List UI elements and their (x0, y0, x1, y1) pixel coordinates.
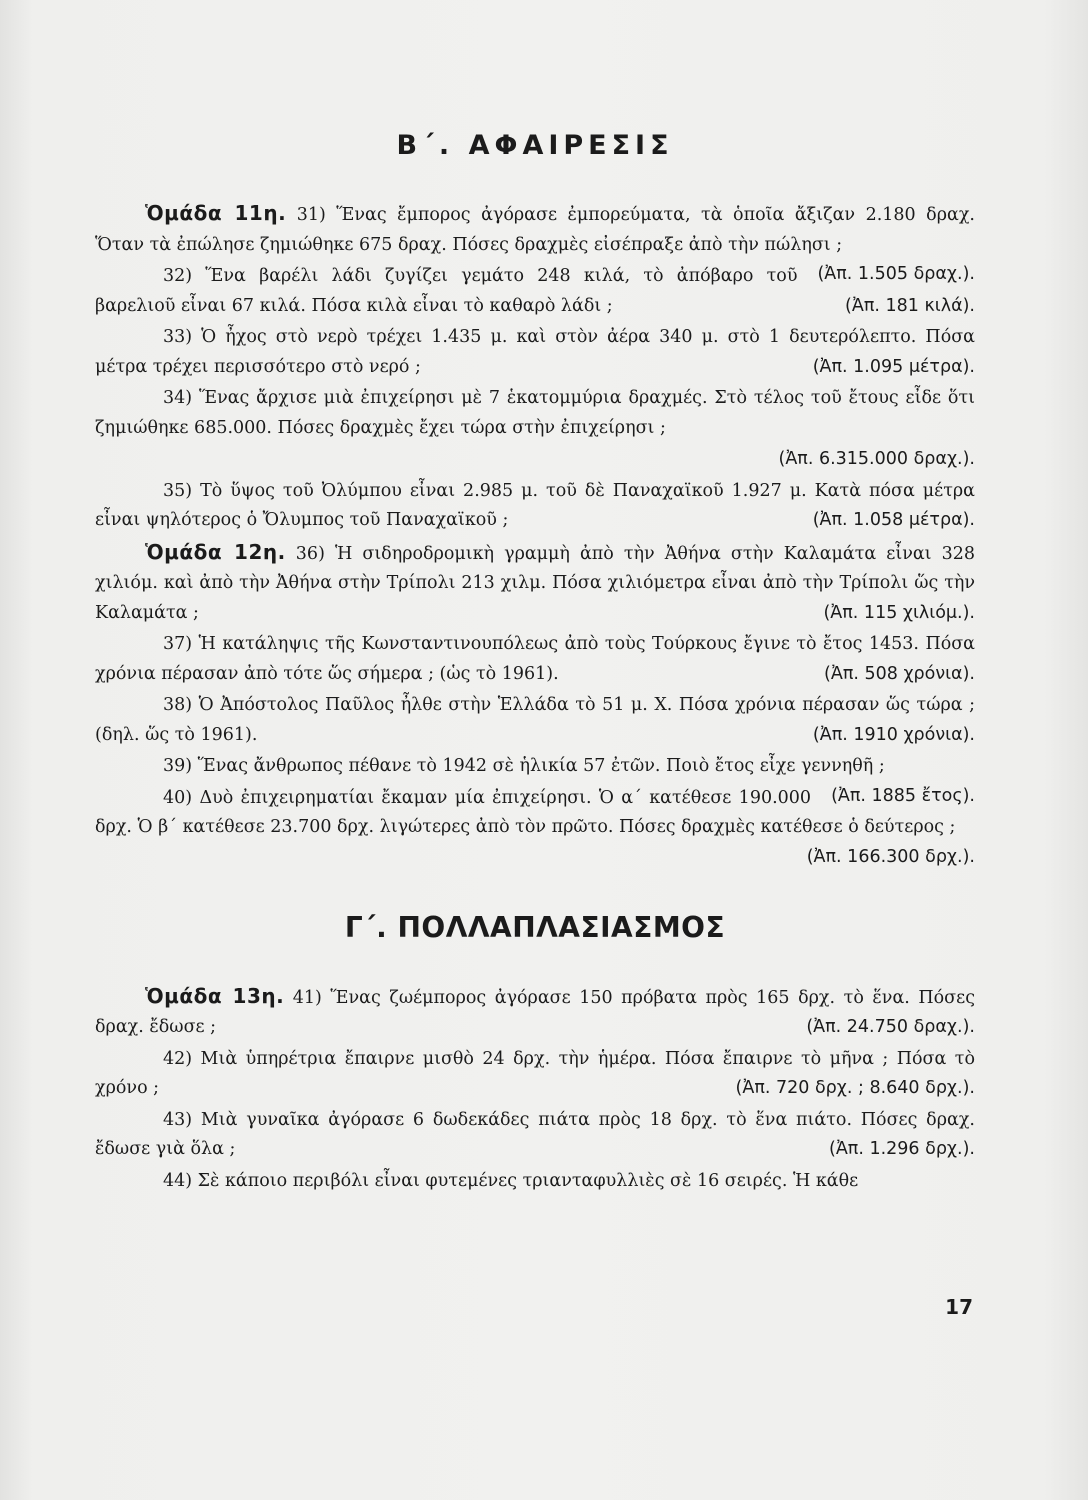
problem-answer: (Ἀπ. 6.315.000 δραχ.). (778, 449, 975, 469)
problem-text: 31) Ἕνας ἔμπορος ἀγόρασε ἐμπορεύματα, τὰ ὁποῖα ἄξιζαν 2.180 δραχ. Ὅταν τὰ ἐπώλησε ζημιώθηκε 675 δραχ. Πόσες δραχμὲς εἰσέπραξε ἀπὸ τὴν πώλησι ; (95, 205, 975, 255)
problem-42 (95, 1045, 975, 1104)
page-number: 17 (945, 1295, 973, 1319)
problem-44 (95, 1167, 975, 1197)
problem-answer: (Ἀπ. 1.058 μέτρα). (812, 510, 975, 530)
problem-text: 42) Μιὰ ὑπηρέτρια ἔπαιρνε μισθὸ 24 δρχ. τὴν ἡμέρα. Πόσα ἔπαιρνε τὸ μῆνα ; Πόσα τὸ χρόνο ; (95, 1048, 975, 1098)
problem-38 (95, 691, 975, 750)
problem-answer: (Ἀπ. 720 δρχ. ; 8.640 δρχ.). (735, 1078, 975, 1098)
problem-text: 35) Τὸ ὕψος τοῦ Ὀλύμπου εἶναι 2.985 μ. τοῦ δὲ Παναχαϊκοῦ 1.927 μ. Κατὰ πόσα μέτρα εἶναι ψηλότερος ὁ Ὄλυμπος τοῦ Παναχαϊκοῦ ; (95, 480, 975, 530)
problem-text: 40) Δυὸ ἐπιχειρηματίαι ἔκαμαν μία ἐπιχείρησι. Ὁ α΄ κατέθεσε 190.000 δρχ. Ὁ β΄ κατέθεσε 23.700 δρχ. λιγώτερες ἀπὸ τὸν πρῶτο. Πόσες δραχμὲς κατέθεσε ὁ δεύτερος ; (95, 787, 956, 837)
problem-answer: (Ἀπ. 508 χρόνια). (824, 663, 975, 684)
problem-33 (95, 323, 975, 382)
problem-text: 39) Ἕνας ἄνθρωπος πέθανε τὸ 1942 σὲ ἡλικία 57 ἐτῶν. Ποιὸ ἔτος εἶχε γεννηθῆ ; (163, 756, 885, 776)
problem-answer: (Ἀπ. 181 κιλά). (845, 295, 975, 316)
problem-answer: (Ἀπ. 115 χιλιόμ.). (823, 602, 975, 623)
problem-37 (95, 630, 975, 689)
page-content (95, 130, 975, 1198)
problem-43 (95, 1106, 975, 1165)
problem-34 (95, 384, 975, 443)
problem-36 (95, 538, 975, 629)
problem-text: 34) Ἕνας ἄρχισε μιὰ ἐπιχείρησι μὲ 7 ἑκατομμύρια δραχμές. Στὸ τέλος τοῦ ἔτους εἶδε ὅτι ζημιώθηκε 685.000. Πόσες δραχμὲς ἔχει τώρα στὴν ἐπιχείρησι ; (95, 388, 975, 438)
problem-text: 38) Ὁ Ἀπόστολος Παῦλος ἦλθε στὴν Ἑλλάδα τὸ 51 μ. Χ. Πόσα χρόνια πέρασαν ὥς τώρα ; (δηλ. ὥς τὸ 1961). (95, 695, 975, 745)
problem-31 (95, 199, 975, 284)
section-title-subtraction: Β΄. ΑΦΑΙΡΕΣΙΣ (396, 130, 674, 161)
problem-answer: (Ἀπ. 166.300 δρχ.). (806, 846, 975, 867)
problem-text: 41) Ἕνας ζωέμπορος ἀγόρασε 150 πρόβατα πρὸς 165 δρχ. τὸ ἕνα. Πόσες δραχ. ἔδωσε ; (95, 987, 975, 1037)
problem-41 (95, 982, 975, 1043)
problem-text: 33) Ὁ ἦχος στὸ νερὸ τρέχει 1.435 μ. καὶ στὸν ἀέρα 340 μ. στὸ 1 δευτερόλεπτο. Πόσα μέτρα τρέχει περισσότερο στὸ νερό ; (95, 327, 975, 377)
problem-39 (95, 752, 975, 806)
problem-answer: (Ἀπ. 1.296 δρχ.). (829, 1139, 975, 1159)
problem-answer: (Ἀπ. 1910 χρόνια). (812, 724, 975, 745)
problem-answer: (Ἀπ. 1.095 μέτρα). (812, 356, 975, 377)
problem-answer: (Ἀπ. 24.750 δραχ.). (806, 1017, 975, 1037)
problem-35 (95, 477, 975, 536)
problem-text: 32) Ἕνα βαρέλι λάδι ζυγίζει γεμάτο 248 κιλά, τὸ ἀπόβαρο τοῦ βαρελιοῦ εἶναι 67 κιλά. Πόσα κιλὰ εἶναι τὸ καθαρὸ λάδι ; (95, 266, 798, 316)
group-label-12: Ὁμάδα 12η. (145, 539, 286, 564)
section-title-multiplication: Γ΄. ΠΟΛΛΑΠΛΑΣΙΑΣΜΟΣ (344, 910, 726, 944)
problem-answer: (Ἀπ. 1.505 δραχ.). (817, 264, 975, 284)
group-label-11: Ὁμάδα 11η. (145, 201, 287, 225)
problem-text: 43) Μιὰ γυναῖκα ἀγόρασε 6 δωδεκάδες πιάτα πρὸς 18 δρχ. τὸ ἕνα πιάτο. Πόσες δραχ. ἔδωσε γιὰ ὅλα ; (95, 1109, 975, 1159)
group-label-13: Ὁμάδα 13η. (145, 983, 285, 1008)
problem-answer: (Ἀπ. 1885 ἔτος). (831, 785, 975, 806)
problem-text: 44) Σὲ κάποιο περιβόλι εἶναι φυτεμένες τριανταφυλλιὲς σὲ 16 σειρές. Ἡ κάθε (163, 1170, 859, 1191)
problem-text: 36) Ἡ σιδηροδρομικὴ γραμμὴ ἀπὸ τὴν Ἀθήνα στὴν Καλαμάτα εἶναι 328 χιλιόμ. καὶ ἀπὸ τὴν Ἀθήνα στὴν Τρίπολι 213 χιλμ. Πόσα χιλιόμετρα εἶναι ἀπὸ τὴν Τρίπολι ὥς τὴν Καλαμάτα ; (95, 543, 975, 623)
problem-text: 37) Ἡ κατάληψις τῆς Κωνσταντινουπόλεως ἀπὸ τοὺς Τούρκους ἔγινε τὸ ἔτος 1453. Πόσα χρόνια πέρασαν ἀπὸ τότε ὥς σήμερα ; (ὡς τὸ 1961). (95, 634, 975, 684)
